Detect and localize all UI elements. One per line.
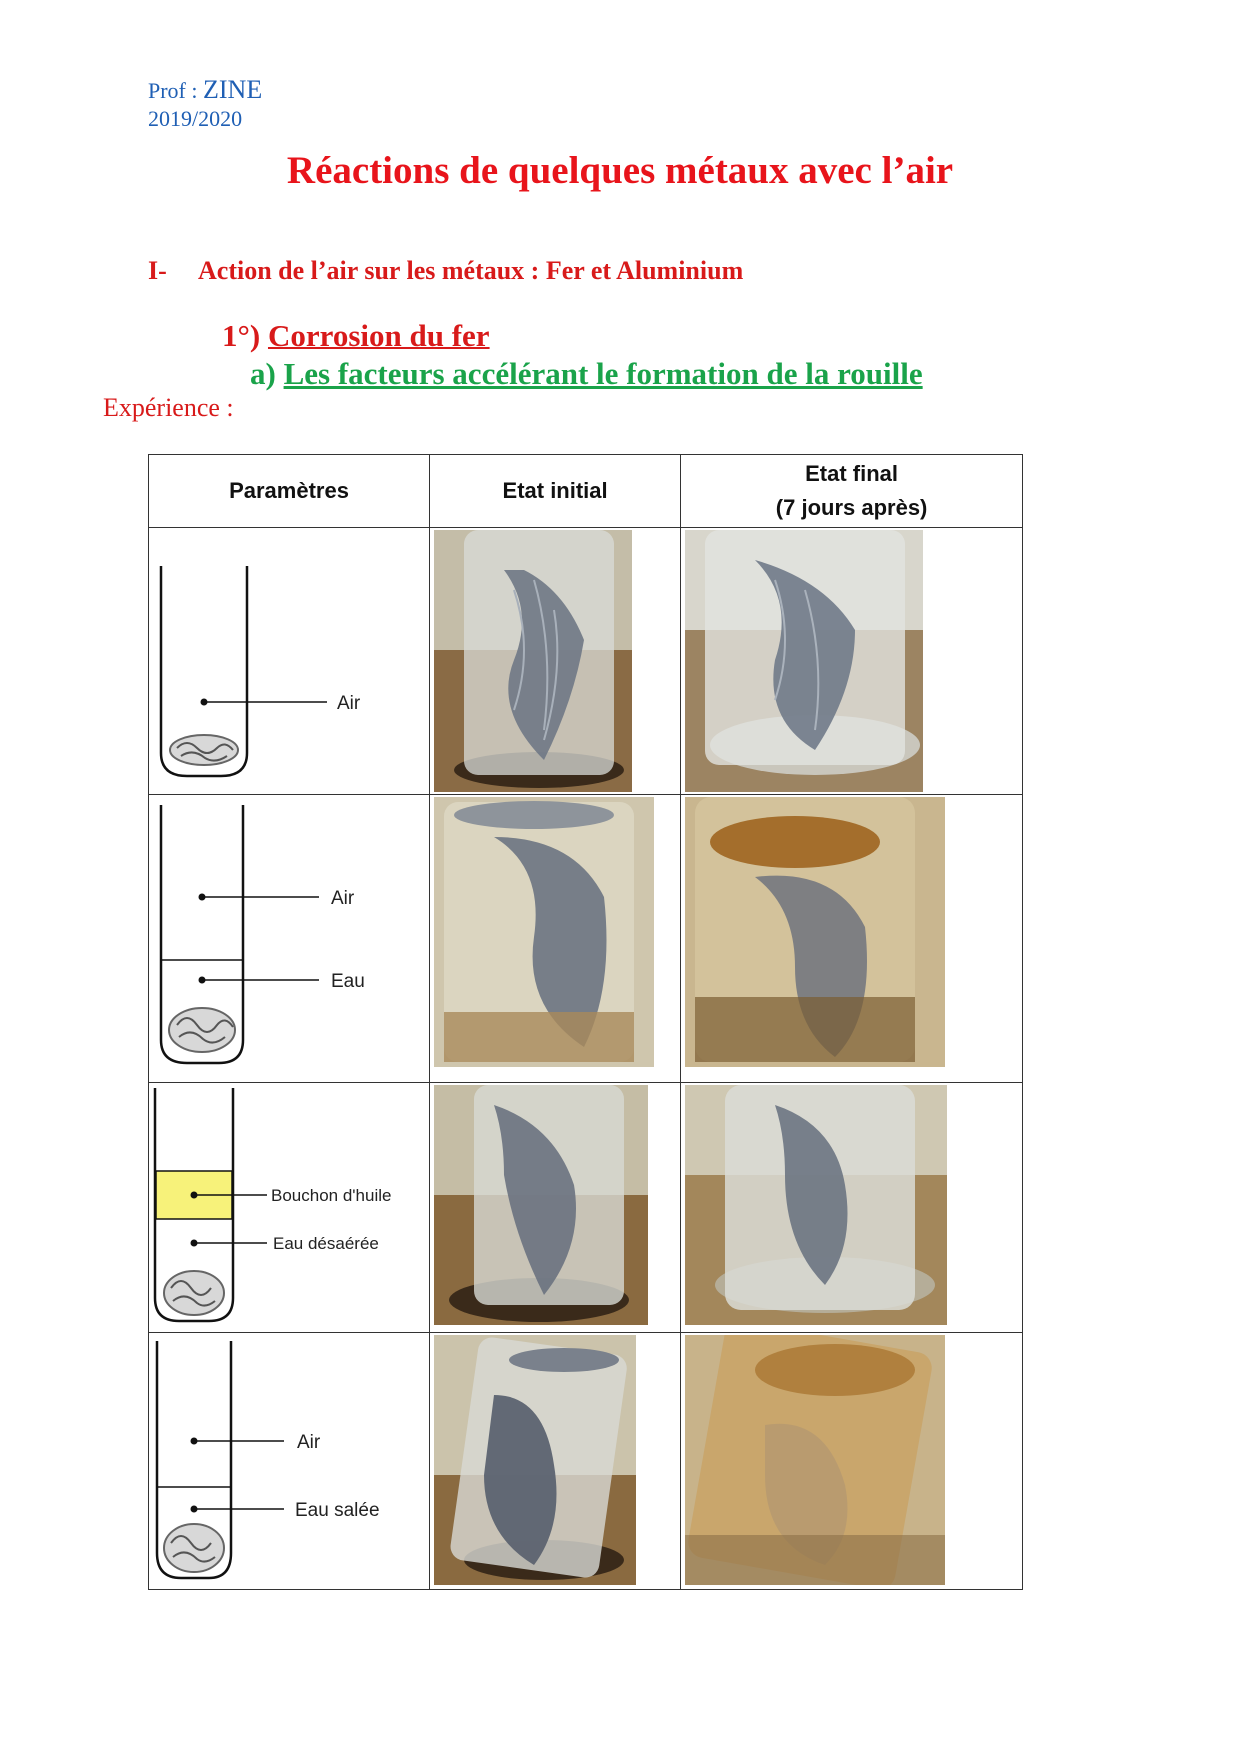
- header-etat-final-sub: (7 jours après): [775, 495, 928, 520]
- header-parametres: Paramètres: [149, 455, 430, 528]
- section-heading: [148, 256, 743, 286]
- table-row: [149, 1083, 1023, 1333]
- school-year: 2019/2020: [148, 106, 243, 131]
- table-row: [149, 1333, 1023, 1590]
- test-tube-diagram: [149, 528, 429, 794]
- section-number: I-: [148, 256, 167, 285]
- experiment-table: [148, 454, 1023, 1590]
- experience-label: Expérience :: [103, 393, 234, 422]
- iron-wool-icon: [164, 1271, 224, 1315]
- label-eau: Eau: [331, 971, 365, 992]
- label-air: Air: [331, 888, 355, 909]
- initial-state-photo: [434, 797, 654, 1067]
- parameter-cell: [149, 795, 430, 1083]
- initial-state-photo: [434, 1085, 648, 1325]
- prof-name: ZINE: [203, 75, 263, 104]
- final-state-photo: [685, 1335, 945, 1585]
- subsubsection-heading: [250, 356, 923, 392]
- subsubsection-number: a): [250, 356, 284, 391]
- table-row: [149, 795, 1023, 1083]
- final-state-photo: [685, 1085, 947, 1325]
- initial-state-photo-cell: [430, 1333, 681, 1590]
- page-title: Réactions de quelques métaux avec l’air: [286, 149, 954, 192]
- final-state-photo: [685, 797, 945, 1067]
- initial-state-photo-cell: [430, 1083, 681, 1333]
- header-etat-final: [681, 455, 1023, 528]
- final-state-photo-cell: [681, 1333, 1023, 1590]
- prof-label: Prof :: [148, 78, 203, 103]
- subsection-number: 1°): [222, 318, 268, 353]
- final-state-photo-cell: [681, 795, 1023, 1083]
- label-air: Air: [337, 693, 361, 714]
- table-row: [149, 528, 1023, 795]
- section-label: Action de l’air sur les métaux : Fer et Aluminium: [198, 256, 744, 285]
- iron-wool-icon: [164, 1524, 224, 1572]
- subsection-heading: [222, 318, 490, 354]
- table-header-row: [149, 455, 1023, 528]
- final-state-photo-cell: [681, 528, 1023, 795]
- parameter-cell: [149, 1333, 430, 1590]
- label-air: Air: [297, 1432, 321, 1453]
- label-eau-desaeree: Eau désaérée: [273, 1234, 379, 1253]
- subsubsection-label: Les facteurs accélérant le formation de la rouille: [283, 356, 923, 391]
- header-etat-final-label: Etat final: [805, 461, 899, 486]
- initial-state-photo-cell: [430, 528, 681, 795]
- subsection-label: Corrosion du fer: [267, 318, 490, 353]
- initial-state-photo: [434, 530, 632, 792]
- initial-state-photo-cell: [430, 795, 681, 1083]
- test-tube-diagram: [149, 795, 429, 1082]
- label-bouchon-huile: Bouchon d'huile: [271, 1186, 392, 1205]
- label-eau-salee: Eau salée: [295, 1500, 380, 1521]
- iron-wool-icon: [169, 1008, 235, 1052]
- initial-state-photo: [434, 1335, 636, 1585]
- parameter-cell: [149, 1083, 430, 1333]
- final-state-photo-cell: [681, 1083, 1023, 1333]
- iron-wool-icon: [170, 735, 238, 765]
- final-state-photo: [685, 530, 923, 792]
- parameter-cell: [149, 528, 430, 795]
- test-tube-diagram: [149, 1083, 429, 1332]
- test-tube-diagram: [149, 1333, 429, 1589]
- header-etat-initial: Etat initial: [430, 455, 681, 528]
- author-block: [148, 76, 262, 133]
